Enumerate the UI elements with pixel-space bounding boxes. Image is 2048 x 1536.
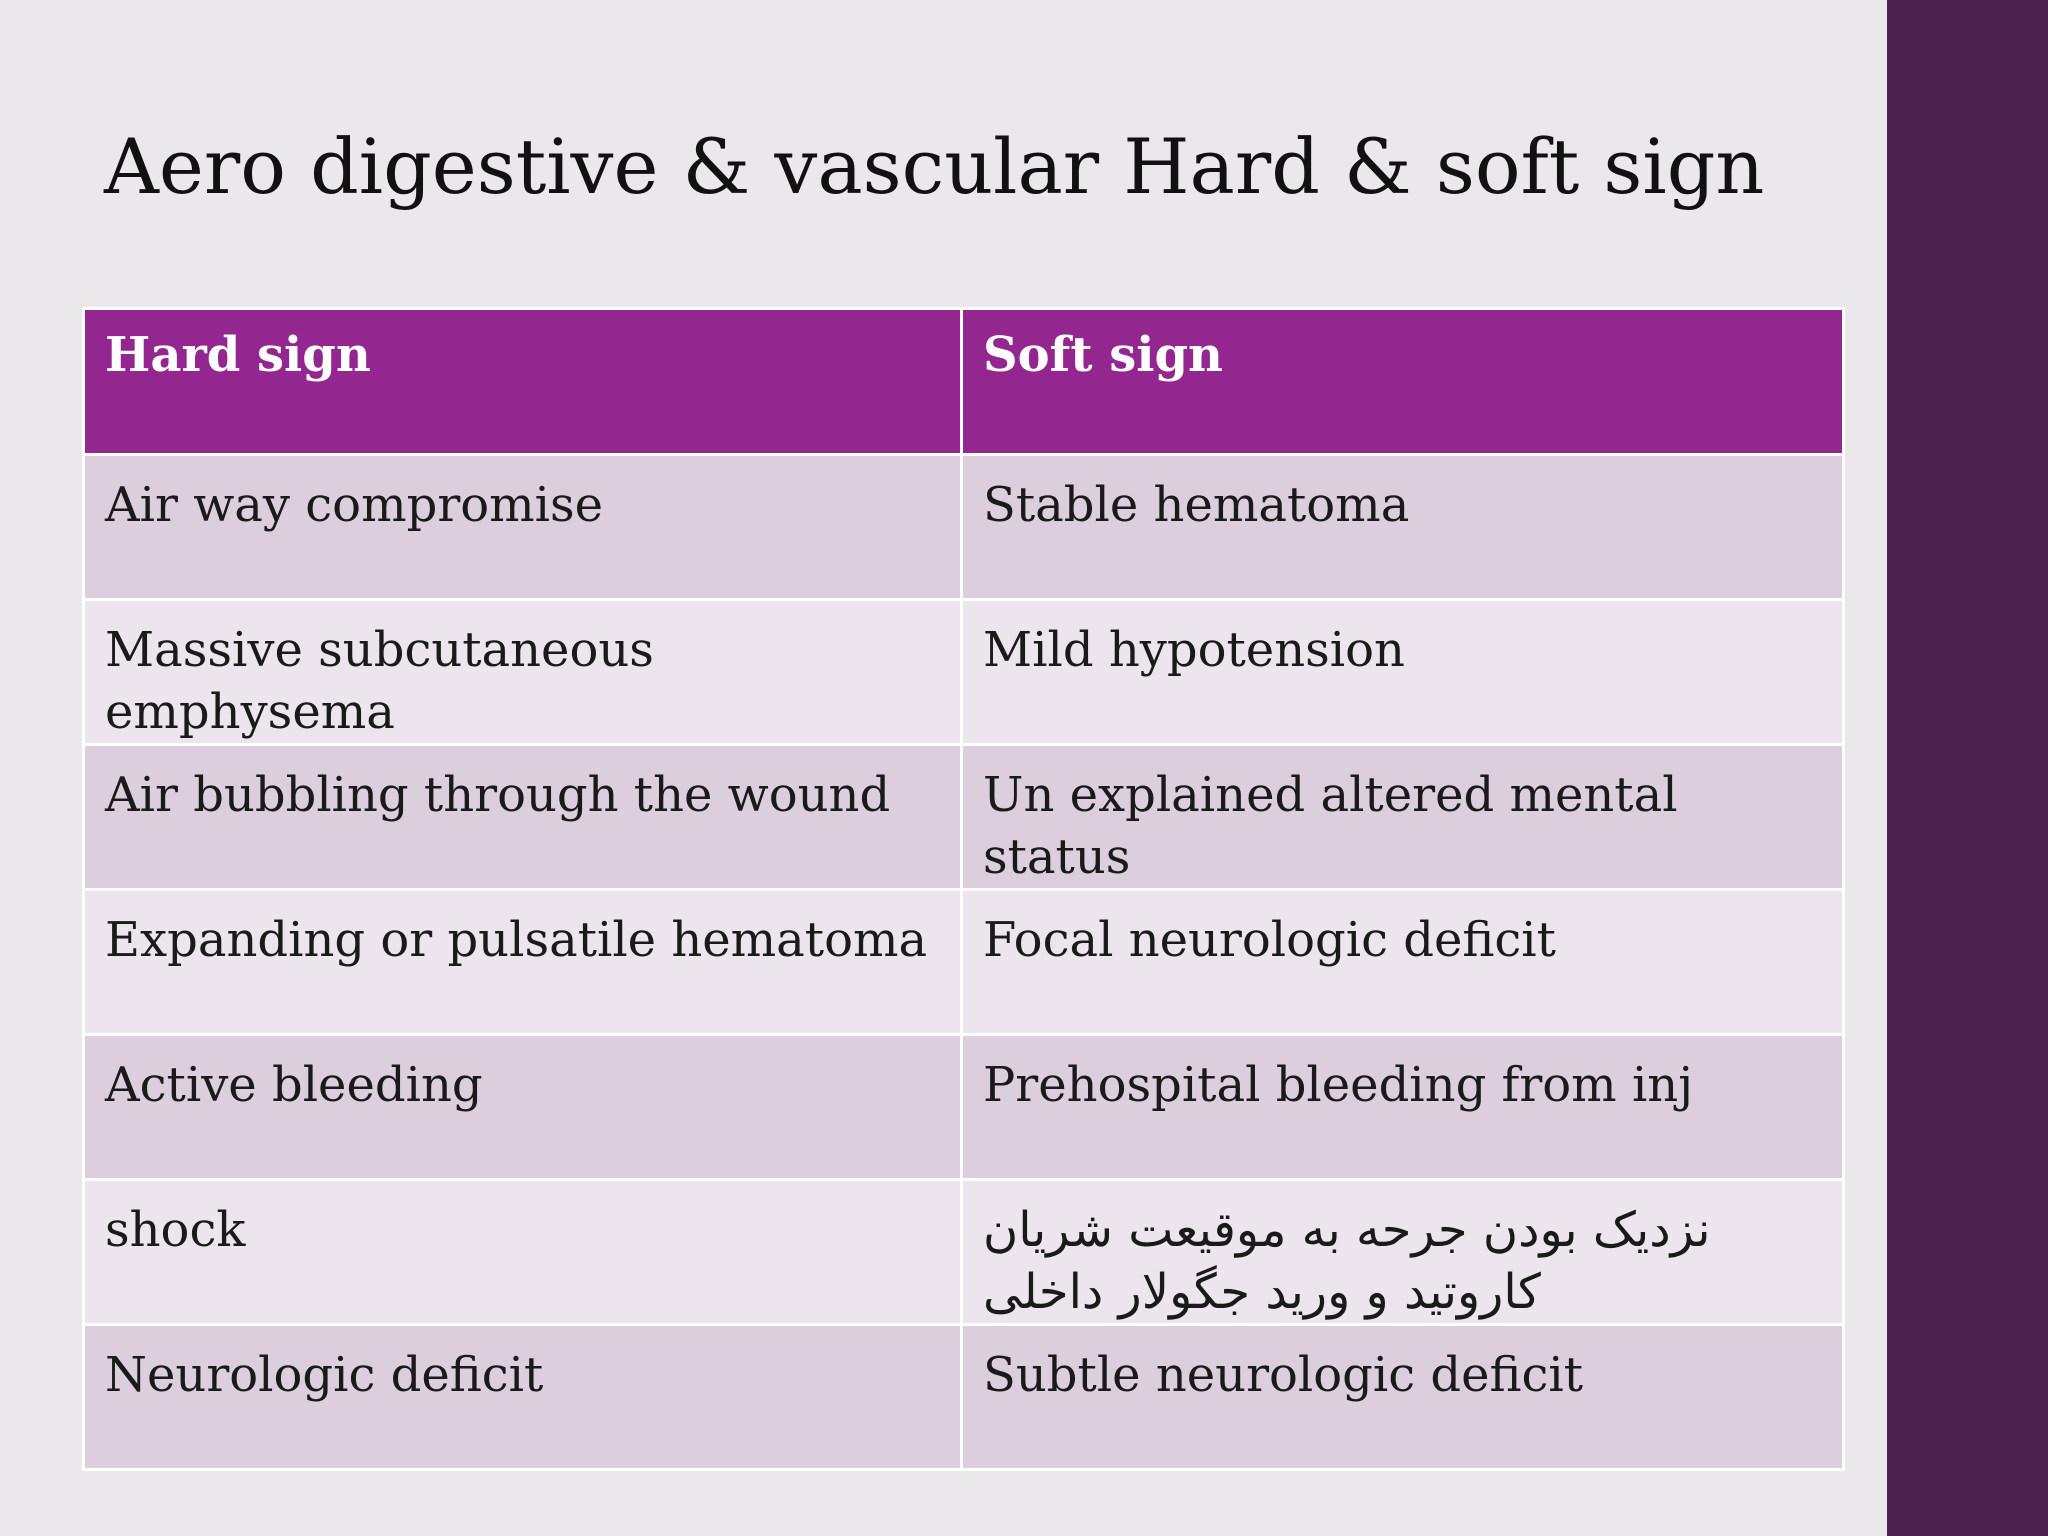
hard-sign-cell: shock bbox=[84, 1180, 962, 1325]
signs-table bbox=[82, 307, 1845, 1471]
soft-sign-cell: Stable hematoma bbox=[962, 455, 1844, 600]
table-row bbox=[84, 1035, 1844, 1180]
hard-sign-cell: Expanding or pulsatile hematoma bbox=[84, 890, 962, 1035]
table-row bbox=[84, 455, 1844, 600]
table-row bbox=[84, 745, 1844, 890]
table-header-row bbox=[84, 309, 1844, 455]
hard-sign-cell: Air way compromise bbox=[84, 455, 962, 600]
soft-sign-cell: Mild hypotension bbox=[962, 600, 1844, 745]
soft-sign-cell: Subtle neurologic deficit bbox=[962, 1325, 1844, 1470]
hard-sign-cell: Air bubbling through the wound bbox=[84, 745, 962, 890]
header-soft-sign: Soft sign bbox=[962, 309, 1844, 455]
soft-sign-cell: Focal neurologic deficit bbox=[962, 890, 1844, 1035]
decorative-side-band bbox=[1887, 0, 2048, 1536]
header-hard-sign: Hard sign bbox=[84, 309, 962, 455]
table-row bbox=[84, 1325, 1844, 1470]
table-row bbox=[84, 600, 1844, 745]
soft-sign-cell: Un explained altered mental status bbox=[962, 745, 1844, 890]
table-row bbox=[84, 1180, 1844, 1325]
hard-sign-cell: Active bleeding bbox=[84, 1035, 962, 1180]
soft-sign-cell: Prehospital bleeding from inj bbox=[962, 1035, 1844, 1180]
table-row bbox=[84, 890, 1844, 1035]
hard-sign-cell: Neurologic deficit bbox=[84, 1325, 962, 1470]
hard-sign-cell: Massive subcutaneous emphysema bbox=[84, 600, 962, 745]
slide-title: Aero digestive & vascular Hard & soft sign bbox=[104, 122, 1765, 211]
soft-sign-cell-persian: نزدیک بودن جرحه به موقیعت شریان کاروتید و ورید جگولار داخلی bbox=[962, 1180, 1844, 1325]
